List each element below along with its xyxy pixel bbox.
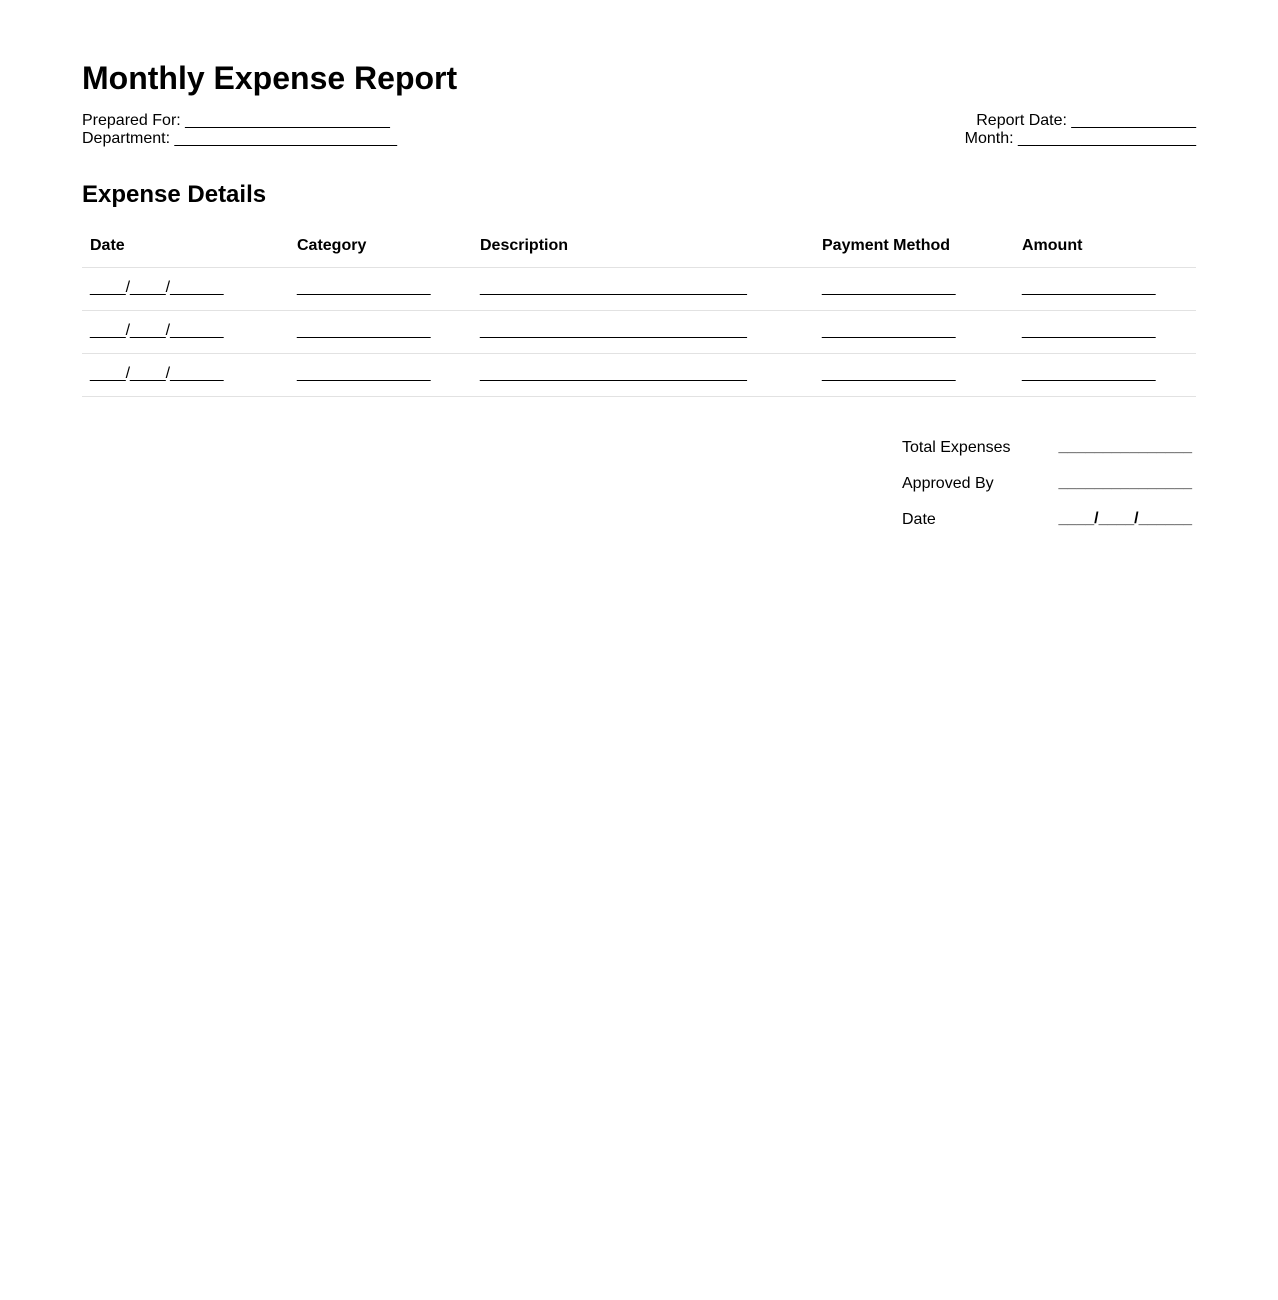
report-title: Monthly Expense Report — [82, 60, 458, 96]
report-date-field[interactable]: ______________ — [1071, 112, 1196, 129]
approved-by-field[interactable]: _______________ — [1058, 474, 1192, 491]
date-cell[interactable] — [82, 268, 289, 311]
table-row — [82, 268, 1196, 311]
category-field[interactable]: _______________ — [297, 322, 431, 339]
description-field[interactable]: ______________________________ — [480, 365, 747, 382]
payment-method-field[interactable]: _______________ — [822, 322, 956, 339]
total-expenses-row — [902, 430, 1192, 466]
description-cell[interactable] — [472, 268, 814, 311]
description-field[interactable]: ______________________________ — [480, 279, 747, 296]
date-field[interactable]: ____/____/______ — [90, 322, 224, 339]
category-cell[interactable] — [289, 311, 472, 354]
expense-details-title: Expense Details — [82, 181, 267, 208]
approved-by-row — [902, 466, 1192, 502]
report-meta-left — [82, 112, 397, 148]
report-date-label: Report Date: — [976, 112, 1067, 129]
date-field[interactable]: ____/____/______ — [90, 279, 224, 296]
category-field[interactable]: _______________ — [297, 365, 431, 382]
column-header-payment-method: Payment Method — [814, 224, 1014, 268]
department-label: Department: — [82, 130, 171, 147]
department-line — [82, 130, 397, 148]
category-field[interactable]: _______________ — [297, 279, 431, 296]
month-line — [965, 130, 1196, 148]
expense-table — [82, 224, 1196, 397]
payment-method-cell[interactable] — [814, 354, 1014, 397]
category-cell[interactable] — [289, 354, 472, 397]
total-expenses-field[interactable]: _______________ — [1058, 438, 1192, 455]
report-meta-right — [965, 112, 1196, 148]
month-field[interactable]: ____________________ — [1018, 130, 1196, 147]
category-cell[interactable] — [289, 268, 472, 311]
prepared-for-line — [82, 112, 397, 130]
approval-date-row — [902, 502, 1192, 538]
column-header-date: Date — [82, 224, 289, 268]
description-cell[interactable] — [472, 354, 814, 397]
amount-field[interactable]: _______________ — [1022, 279, 1156, 296]
column-header-description: Description — [472, 224, 814, 268]
prepared-for-label: Prepared For: — [82, 112, 181, 129]
date-field[interactable]: ____/____/______ — [90, 365, 224, 382]
payment-method-cell[interactable] — [814, 311, 1014, 354]
month-label: Month: — [964, 130, 1014, 147]
amount-field[interactable]: _______________ — [1022, 365, 1156, 382]
total-expenses-label: Total Expenses — [902, 439, 1011, 456]
amount-field[interactable]: _______________ — [1022, 322, 1156, 339]
prepared-for-field[interactable]: _______________________ — [185, 112, 390, 129]
payment-method-field[interactable]: _______________ — [822, 279, 956, 296]
payment-method-cell[interactable] — [814, 268, 1014, 311]
approved-by-label: Approved By — [902, 475, 994, 492]
date-cell[interactable] — [82, 354, 289, 397]
expense-table-header — [82, 224, 1196, 268]
amount-cell[interactable] — [1014, 311, 1196, 354]
column-header-amount: Amount — [1014, 224, 1196, 268]
date-cell[interactable] — [82, 311, 289, 354]
amount-cell[interactable] — [1014, 354, 1196, 397]
description-cell[interactable] — [472, 311, 814, 354]
column-header-category: Category — [289, 224, 472, 268]
totals-section — [902, 430, 1192, 538]
payment-method-field[interactable]: _______________ — [822, 365, 956, 382]
table-row — [82, 311, 1196, 354]
amount-cell[interactable] — [1014, 268, 1196, 311]
description-field[interactable]: ______________________________ — [480, 322, 747, 339]
table-row — [82, 354, 1196, 397]
approval-date-label: Date — [902, 511, 936, 528]
approval-date-field[interactable]: ____/____/______ — [1058, 510, 1192, 527]
report-date-line — [965, 112, 1196, 130]
department-field[interactable]: _________________________ — [174, 130, 397, 147]
